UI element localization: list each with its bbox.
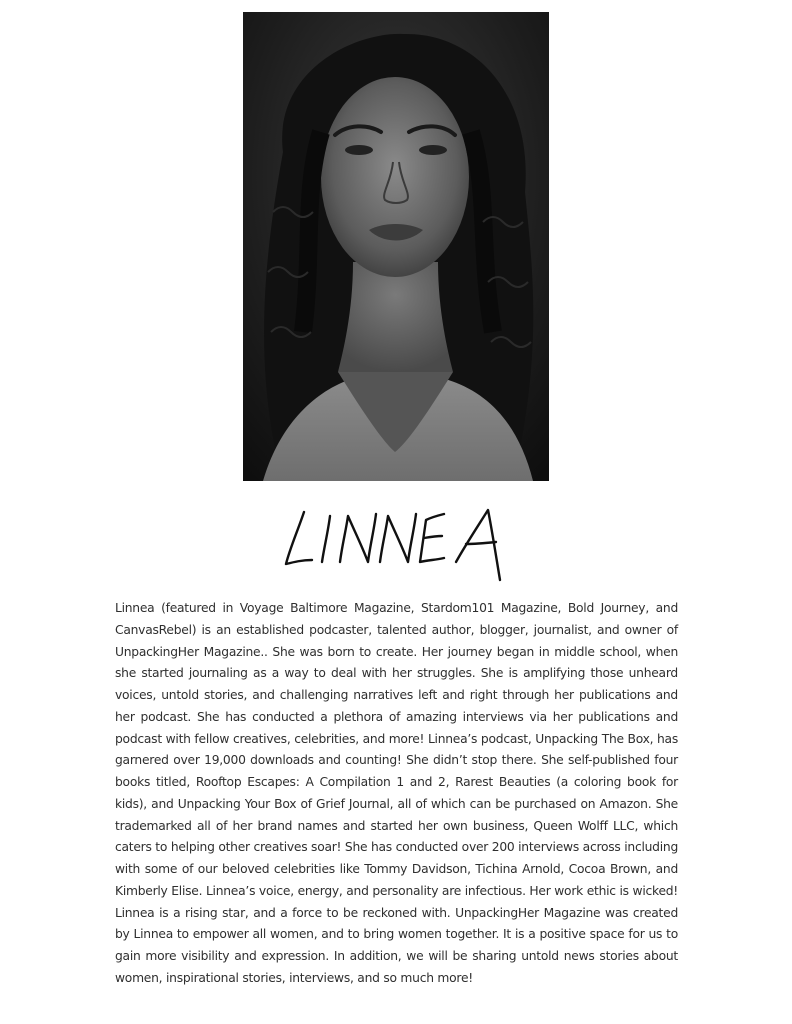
signature-name-graphic [230, 500, 562, 590]
portrait-photo [243, 12, 549, 481]
name-signature [230, 500, 562, 590]
bio-paragraph: Linnea (featured in Voyage Baltimore Magazine, Stardom101 Magazine, Bold Journey, and CanvasRebel) is an established podcaster, talented author, blogger, journalist, and owner of UnpackingHer Magazine.. She was born to create. Her journey began in middle school, when she started journaling as a way to deal with her struggles. She is amplifying those unheard voices, untold stories, and challenging narratives left and right through her publications and her podcast. She has conducted a plethora of amazing interviews via her publications and podcast with fellow creatives, celebrities, and more! Linnea’s podcast, Unpacking The Box, has garnered over 19,000 downloads and counting! She didn’t stop there. She self-published four books titled, Rooftop Escapes: A Compilation 1 and 2, Rarest Beauties (a coloring book for kids), and Unpacking Your Box of Grief Journal, all of which can be purchased on Amazon. She trademarked all of her brand names and started her own business, Queen Wolff LLC, which caters to helping other creatives soar! She has conducted over 200 interviews across including with some of our beloved celebrities like Tommy Davidson, Tichina Arnold, Cocoa Brown, and Kimberly Elise. Linnea’s voice, energy, and personality are infectious. Her work ethic is wicked! Linnea is a rising star, and a force to be reckoned with. UnpackingHer Magazine was created by Linnea to empower all women, and to bring women together. It is a positive space for us to gain more visibility and expression. In addition, we will be sharing untold news stories about women, inspirational stories, interviews, and so much more! [115, 601, 678, 985]
